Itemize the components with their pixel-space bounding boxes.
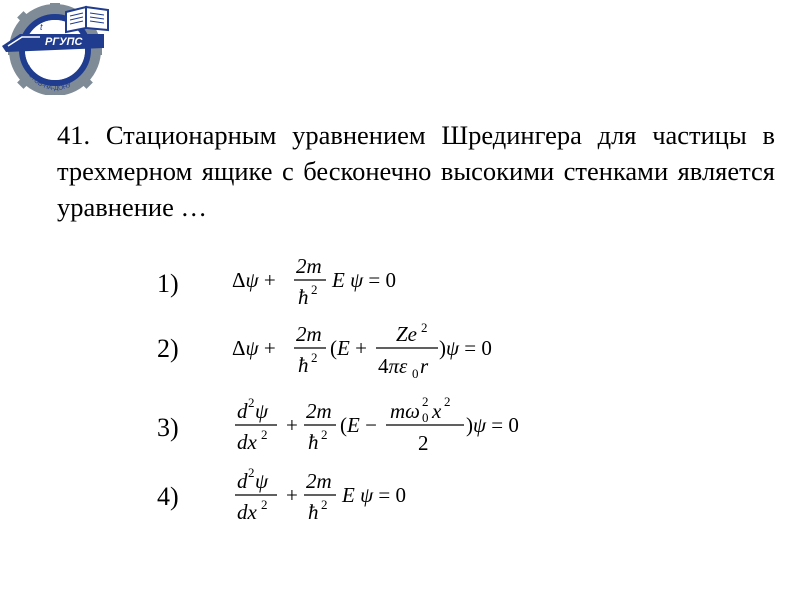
svg-text:2m: 2m [306,399,332,423]
svg-text:ψ: ψ [255,399,269,423]
option-2-formula [232,322,532,387]
svg-text:x: x [432,399,442,423]
book-icon [66,7,108,32]
option-1-formula [232,254,432,315]
svg-text:(E −: (E − [340,413,377,437]
svg-text:2m: 2m [306,469,332,493]
logo-abbr: РГУПС [45,36,83,48]
svg-text:dx: dx [237,500,257,524]
svg-text:0: 0 [412,366,419,381]
svg-text:2: 2 [421,320,428,335]
svg-text:0: 0 [422,410,429,425]
svg-text:Δψ +: Δψ + [232,336,276,360]
svg-text:2m: 2m [296,322,322,346]
option-4-formula [232,462,452,531]
svg-text:2: 2 [444,394,451,409]
svg-text:Δψ +: Δψ + [232,268,276,292]
option-3-formula [232,392,552,461]
svg-text:ħ: ħ [308,430,319,454]
svg-text:4πε: 4πε [378,354,408,378]
svg-text:2: 2 [321,497,328,512]
university-logo [0,0,115,95]
svg-text:)ψ = 0: )ψ = 0 [439,336,492,360]
svg-text:2: 2 [311,282,318,297]
svg-text:2: 2 [261,497,268,512]
svg-text:E ψ = 0: E ψ = 0 [332,268,396,292]
svg-text:t: t [40,22,43,32]
svg-text:)ψ = 0: )ψ = 0 [466,413,519,437]
option-1-label: 1) [157,269,179,298]
svg-text:ħ: ħ [298,285,309,309]
option-4-label: 4) [157,482,179,511]
svg-text:2: 2 [311,350,318,365]
svg-text:r: r [420,354,429,378]
logo-ring-text: РОСТОВ-НА-ДОНУ [23,64,73,93]
svg-text:d: d [237,469,248,493]
svg-text:2: 2 [321,427,328,442]
svg-text:2: 2 [248,465,255,480]
svg-text:dx: dx [237,430,257,454]
svg-text:ψ: ψ [255,469,269,493]
svg-text:Ze: Ze [396,322,417,346]
svg-text:2: 2 [248,395,255,410]
svg-text:2: 2 [422,394,429,409]
svg-text:d: d [237,399,248,423]
svg-text:2: 2 [261,427,268,442]
svg-text:mω: mω [390,399,420,423]
svg-text:ħ: ħ [298,353,309,377]
option-2-label: 2) [157,334,179,363]
question-text: 41. Стационарным уравнением Шредингера для частицы в трехмерном ящике с бесконечно высокими стенками является уравнение … [57,120,775,222]
svg-text:+: + [286,483,298,507]
svg-text:ħ: ħ [308,500,319,524]
svg-text:+: + [286,413,298,437]
option-3-label: 3) [157,413,179,442]
svg-text:2m: 2m [296,254,322,278]
svg-text:E ψ = 0: E ψ = 0 [342,483,406,507]
svg-text:(E +: (E + [330,336,367,360]
svg-text:2: 2 [418,431,429,455]
